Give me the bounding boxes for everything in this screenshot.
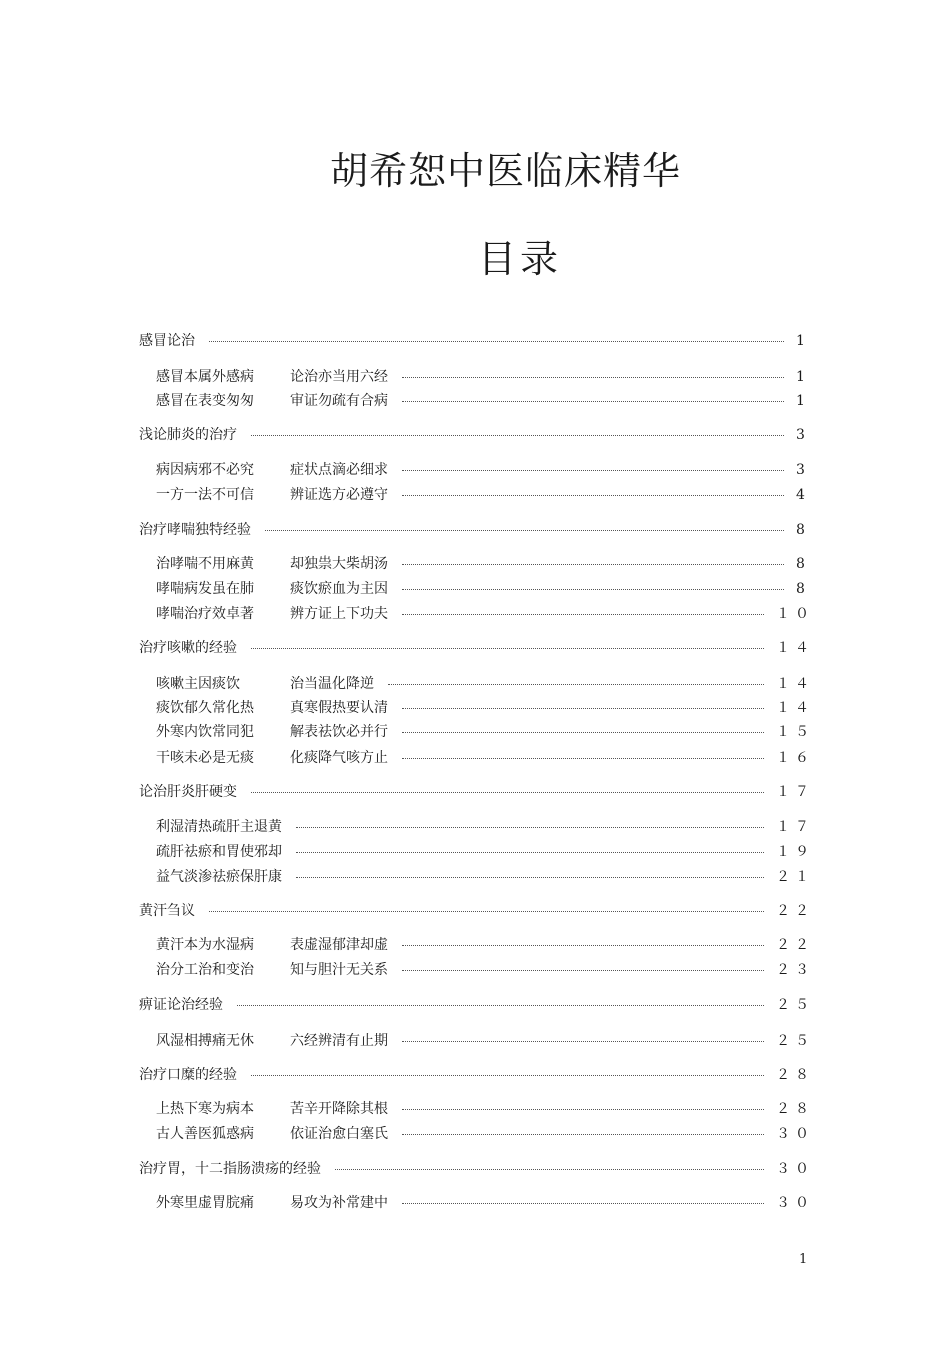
toc-dot-leader (402, 470, 784, 471)
toc-page-number: １４ (776, 700, 814, 716)
page-number-footer: 1 (799, 1252, 808, 1267)
toc-chapter-row (0, 900, 950, 922)
toc-dot-leader (402, 614, 764, 615)
toc-chapter-row (0, 424, 950, 446)
toc-entry-subtitle: 真寒假热要认清 (290, 700, 388, 716)
toc-chapter-title: 黄汗刍议 (139, 903, 195, 919)
toc-chapter-title: 感冒论治 (139, 333, 195, 349)
toc-chapter-row (0, 1064, 950, 1086)
toc-dot-leader (402, 1109, 764, 1110)
toc-chapter-row (0, 994, 950, 1016)
toc-entry-row (0, 578, 950, 600)
toc-entry-subtitle: 表虚湿郁津却虚 (290, 937, 388, 953)
toc-page-number: １６ (776, 750, 814, 766)
toc-entry-subtitle: 化痰降气咳方止 (290, 750, 388, 766)
toc-page-number: １７ (776, 819, 814, 835)
toc-dot-leader (251, 648, 764, 649)
toc-entry-title: 病因病邪不必究 (156, 462, 254, 478)
toc-dot-leader (402, 564, 784, 565)
toc-dot-leader (402, 1203, 764, 1204)
toc-entry-title: 咳嗽主因痰饮 (156, 676, 240, 692)
toc-page-number: 1 (796, 393, 810, 409)
toc-page-number: １０ (776, 606, 814, 622)
toc-chapter-title: 治疗口糜的经验 (139, 1067, 237, 1083)
toc-dot-leader (402, 1041, 764, 1042)
toc-entry-subtitle: 依证治愈白塞氏 (290, 1126, 388, 1142)
toc-entry-row (0, 866, 950, 888)
toc-page-number: 8 (796, 522, 810, 538)
toc-entry-row (0, 553, 950, 575)
toc-page-number: ３０ (776, 1195, 814, 1211)
toc-dot-leader (296, 877, 764, 878)
toc-entry-row (0, 934, 950, 956)
toc-dot-leader (251, 435, 784, 436)
toc-entry-title: 黄汗本为水湿病 (156, 937, 254, 953)
toc-chapter-row (0, 519, 950, 541)
toc-entry-row (0, 841, 950, 863)
toc-dot-leader (402, 945, 764, 946)
toc-chapter-title: 治疗咳嗽的经验 (139, 640, 237, 656)
toc-page-number: １４ (776, 640, 814, 656)
toc-heading: 目录 (478, 237, 563, 281)
toc-entry-title: 感冒本属外感病 (156, 369, 254, 385)
toc-dot-leader (402, 1134, 764, 1135)
toc-entry-title: 干咳未必是无痰 (156, 750, 254, 766)
toc-page-number: ２１ (776, 869, 814, 885)
toc-entry-title: 上热下寒为病本 (156, 1101, 254, 1117)
toc-entry-title: 治哮喘不用麻黄 (156, 556, 254, 572)
toc-entry-row (0, 603, 950, 625)
toc-entry-title: 一方一法不可信 (156, 487, 254, 503)
toc-chapter-row (0, 781, 950, 803)
toc-dot-leader (402, 708, 764, 709)
toc-entry-title: 益气淡渗祛瘀保肝康 (156, 869, 282, 885)
toc-page-number: １５ (776, 724, 814, 740)
toc-entry-title: 哮喘治疗效卓著 (156, 606, 254, 622)
toc-entry-row (0, 1192, 950, 1214)
toc-dot-leader (296, 827, 764, 828)
toc-dot-leader (402, 589, 784, 590)
toc-chapter-title: 浅论肺炎的治疗 (139, 427, 237, 443)
toc-entry-subtitle: 治当温化降逆 (290, 676, 374, 692)
toc-entry-subtitle: 六经辨清有止期 (290, 1033, 388, 1049)
toc-entry-row (0, 459, 950, 481)
toc-dot-leader (209, 911, 764, 912)
toc-page-number: ２３ (776, 962, 814, 978)
toc-entry-row (0, 1098, 950, 1120)
toc-entry-title: 古人善医狐惑病 (156, 1126, 254, 1142)
toc-page-number: 4 (796, 487, 810, 503)
toc-entry-row (0, 816, 950, 838)
toc-dot-leader (335, 1169, 764, 1170)
toc-entry-title: 外寒里虚胃脘痛 (156, 1195, 254, 1211)
toc-page-number: ２２ (776, 903, 814, 919)
toc-entry-row (0, 366, 950, 388)
toc-chapter-title: 治疗胃，十二指肠溃疡的经验 (139, 1161, 321, 1177)
toc-chapter-row (0, 637, 950, 659)
toc-chapter-title: 治疗哮喘独特经验 (139, 522, 251, 538)
toc-entry-title: 痰饮郁久常化热 (156, 700, 254, 716)
toc-page-number: 8 (796, 556, 810, 572)
toc-entry-subtitle: 痰饮瘀血为主因 (290, 581, 388, 597)
toc-entry-row (0, 390, 950, 412)
toc-entry-subtitle: 却独祟大柴胡汤 (290, 556, 388, 572)
toc-dot-leader (402, 495, 784, 496)
toc-entry-row (0, 1030, 950, 1052)
toc-entry-row (0, 1123, 950, 1145)
toc-entry-subtitle: 解表祛饮必并行 (290, 724, 388, 740)
toc-entry-row (0, 747, 950, 769)
toc-page-number: ２５ (776, 997, 814, 1013)
document-title: 胡希恕中医临床精华 (330, 149, 682, 193)
toc-chapter-title: 论治肝炎肝硬变 (139, 784, 237, 800)
toc-entry-subtitle: 苦辛开降除其根 (290, 1101, 388, 1117)
toc-dot-leader (388, 684, 764, 685)
toc-page-number: 8 (796, 581, 810, 597)
toc-page-number: ２８ (776, 1067, 814, 1083)
toc-page-number: １４ (776, 676, 814, 692)
toc-entry-row (0, 697, 950, 719)
toc-dot-leader (296, 852, 764, 853)
toc-entry-subtitle: 知与胆汁无关系 (290, 962, 388, 978)
toc-dot-leader (251, 1075, 764, 1076)
toc-entry-row (0, 959, 950, 981)
toc-entry-subtitle: 易攻为补常建中 (290, 1195, 388, 1211)
toc-entry-subtitle: 论治亦当用六经 (290, 369, 388, 385)
toc-dot-leader (402, 377, 784, 378)
toc-entry-title: 哮喘病发虽在肺 (156, 581, 254, 597)
toc-entry-title: 疏肝祛瘀和胃使邪却 (156, 844, 282, 860)
toc-chapter-row (0, 1158, 950, 1180)
toc-page-number: 1 (796, 369, 810, 385)
toc-entry-row (0, 721, 950, 743)
toc-dot-leader (209, 341, 784, 342)
toc-page-number: ２８ (776, 1101, 814, 1117)
toc-chapter-row (0, 330, 950, 352)
toc-page-number: ２２ (776, 937, 814, 953)
toc-dot-leader (402, 401, 784, 402)
toc-entry-subtitle: 辨方证上下功夫 (290, 606, 388, 622)
toc-entry-row (0, 673, 950, 695)
toc-dot-leader (265, 530, 784, 531)
toc-page-number: 3 (796, 427, 810, 443)
toc-dot-leader (251, 792, 764, 793)
toc-page-number: １７ (776, 784, 814, 800)
toc-entry-subtitle: 辨证选方必遵守 (290, 487, 388, 503)
toc-dot-leader (402, 970, 764, 971)
toc-dot-leader (402, 758, 764, 759)
toc-entry-title: 外寒内饮常同犯 (156, 724, 254, 740)
toc-dot-leader (402, 732, 764, 733)
toc-page-number: 3 (796, 462, 810, 478)
toc-page-number: ３０ (776, 1126, 814, 1142)
toc-page-number: 1 (796, 333, 810, 349)
toc-chapter-title: 痹证论治经验 (139, 997, 223, 1013)
toc-entry-title: 风湿相搏痛无休 (156, 1033, 254, 1049)
toc-dot-leader (237, 1005, 764, 1006)
toc-entry-title: 治分工治和变治 (156, 962, 254, 978)
toc-entry-title: 感冒在表变匆匆 (156, 393, 254, 409)
toc-entry-row (0, 484, 950, 506)
toc-entry-subtitle: 症状点滴必细求 (290, 462, 388, 478)
toc-page-number: ２５ (776, 1033, 814, 1049)
toc-entry-subtitle: 审证勿疏有合病 (290, 393, 388, 409)
toc-entry-title: 利湿清热疏肝主退黄 (156, 819, 282, 835)
toc-page-number: ３０ (776, 1161, 814, 1177)
toc-page-number: １９ (776, 844, 814, 860)
